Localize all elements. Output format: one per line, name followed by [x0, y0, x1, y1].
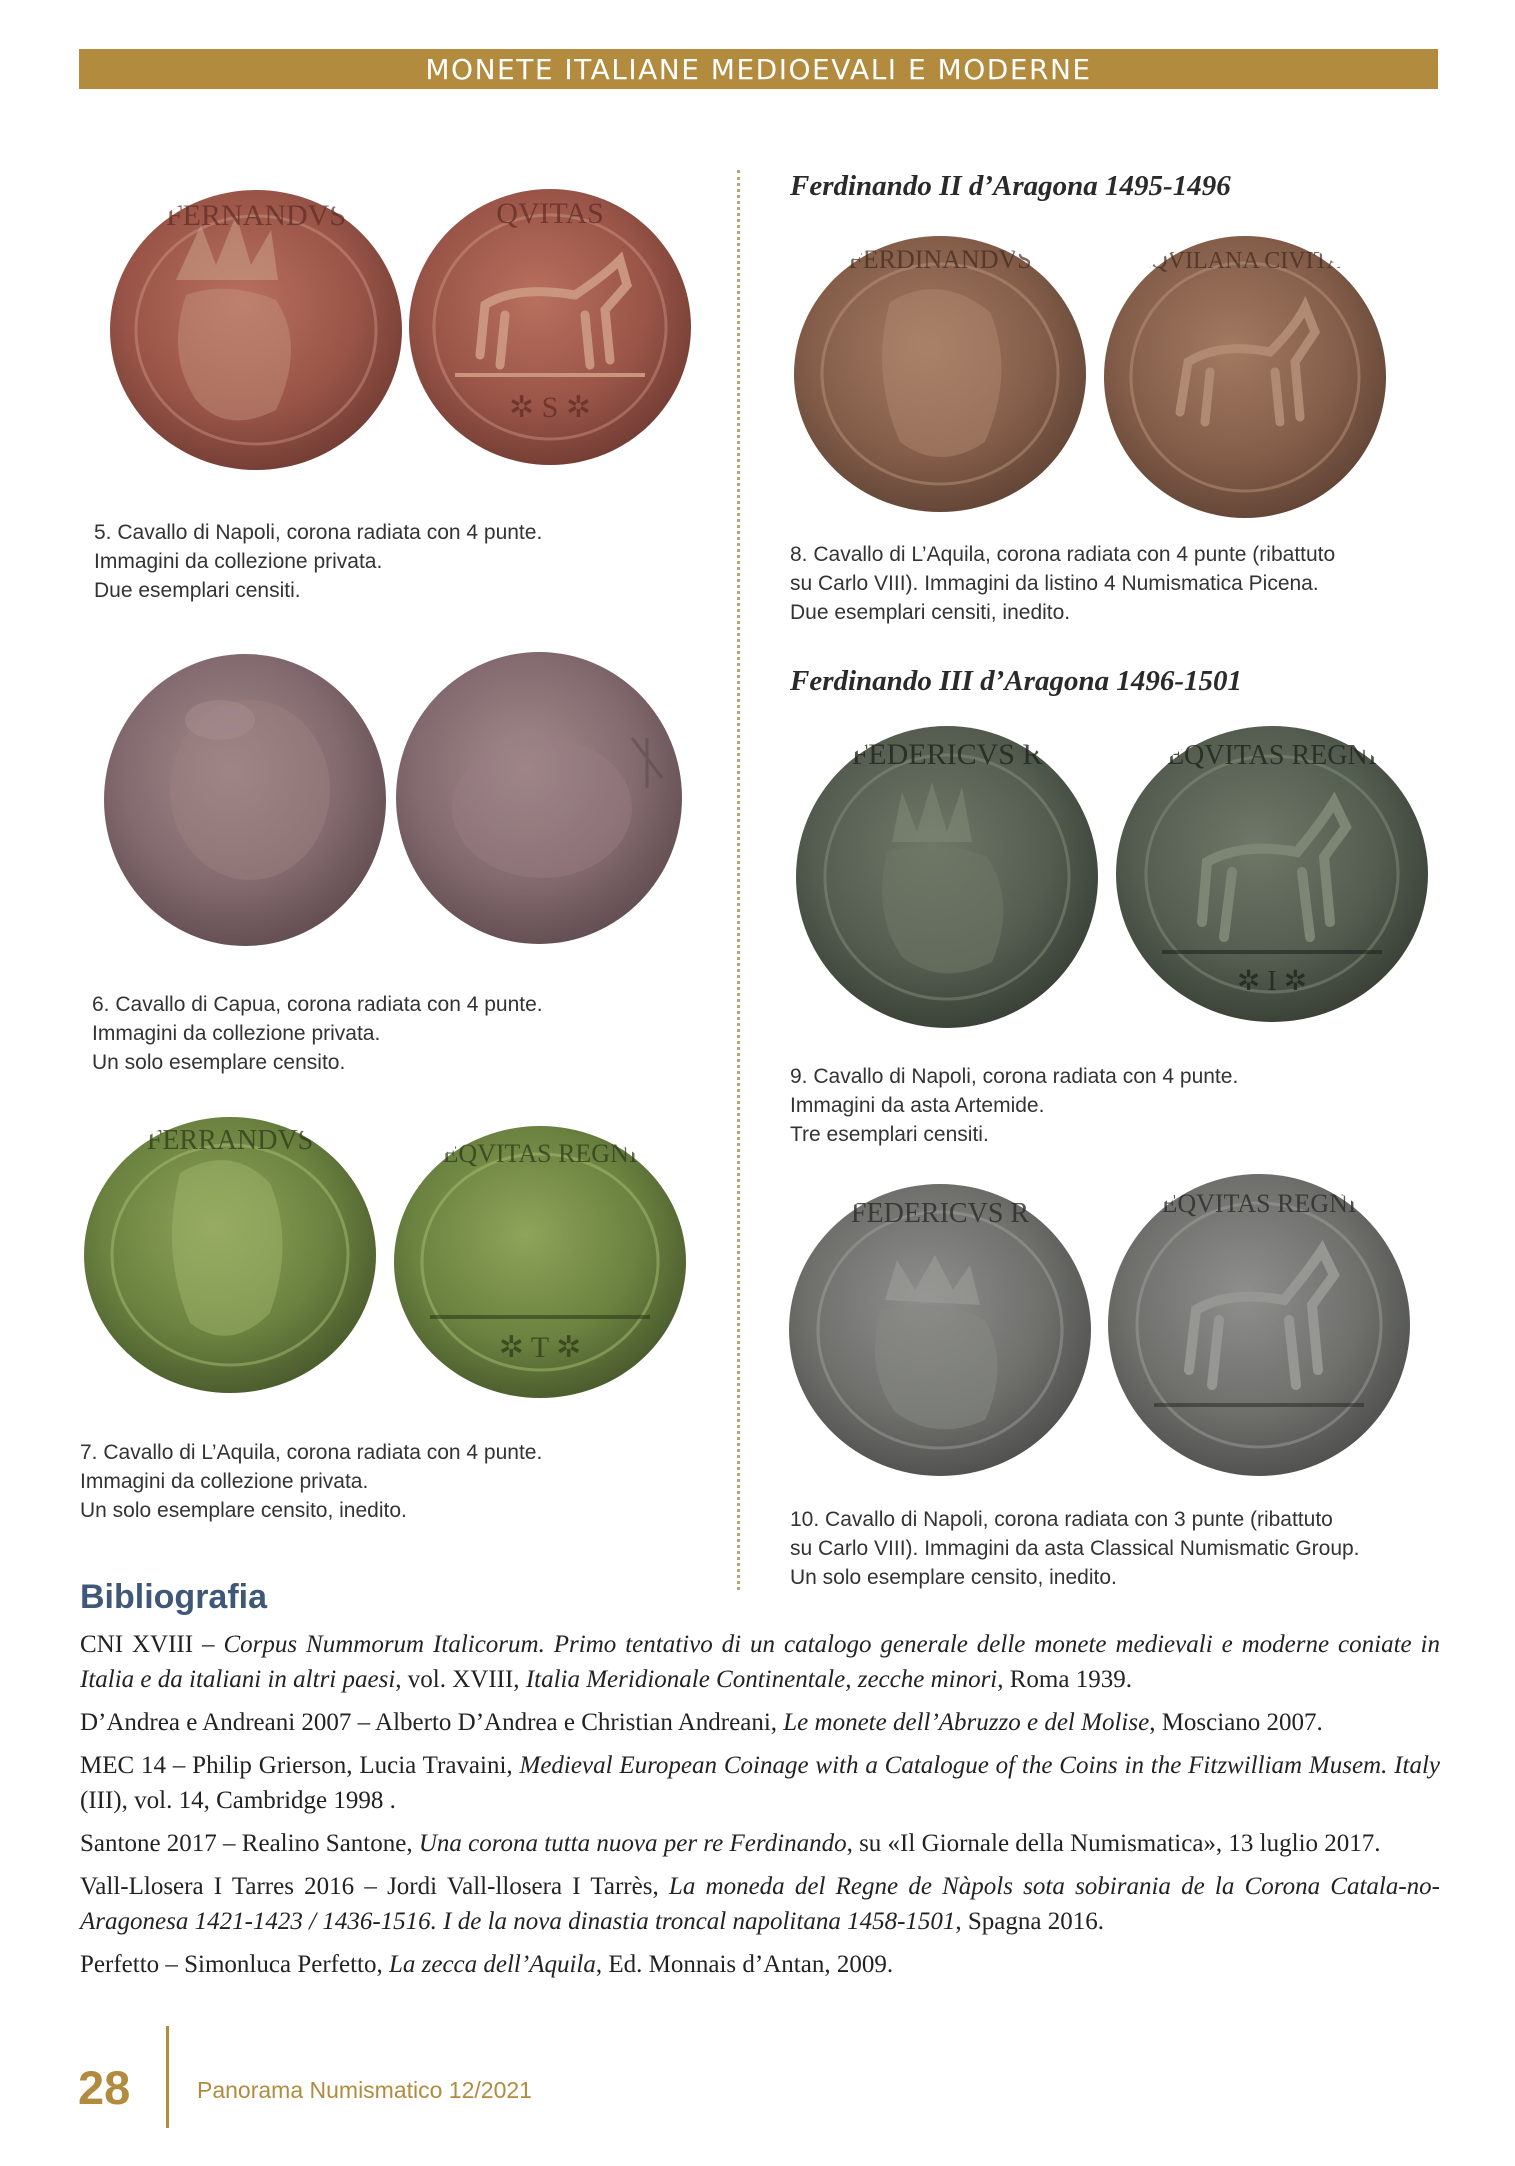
caption-line: su Carlo VIII). Immagini da asta Classical Numismatic Group.: [790, 1537, 1360, 1560]
footer-divider: [166, 2026, 169, 2128]
entry-text: Perfetto – Simonluca Perfetto,: [80, 1951, 389, 1978]
entry-title: Medieval European Coinage with a Catalogue of the Coins in the Fitzwilliam Musem. Italy: [519, 1752, 1440, 1779]
entry-text: CNI XVIII –: [80, 1631, 224, 1658]
caption-coin-8: [790, 540, 1335, 627]
entry-title: La moneda del Regne de Nàpols sota sobirania de la Corona Catala-no-Aragonesa 1421-1423 / 1436-1516. I de la nova dinastia troncal napolitana 1458-1501: [80, 1873, 1440, 1935]
caption-line: 8. Cavallo di L’Aquila, corona radiata con 4 punte (ribattuto: [790, 543, 1336, 566]
coin-10-obverse-image: [785, 1180, 1095, 1480]
bibliography-entry: [80, 1627, 1440, 1697]
caption-line: Due esemplari censiti.: [94, 579, 301, 602]
caption-coin-10: [790, 1505, 1360, 1592]
entry-title: La zecca dell’Aquila: [388, 1951, 596, 1978]
caption-line: Immagini da collezione privata.: [80, 1470, 369, 1493]
page-number: 28: [78, 2061, 131, 2114]
publication-name: Panorama Numismatico 12/2021: [197, 2077, 532, 2103]
caption-line: 6. Cavallo di Capua, corona radiata con 4 punte.: [92, 993, 543, 1016]
caption-coin-6: [92, 990, 543, 1077]
coin-7-reverse-legend: EQVITAS REGNI: [442, 1139, 638, 1168]
coin-6-reverse-image: [392, 648, 687, 948]
coin-6-obverse-image: [100, 650, 390, 950]
coin-10-obverse-legend: FEDERICVS R: [850, 1198, 1030, 1229]
caption-line: 7. Cavallo di L’Aquila, corona radiata con 4 punte.: [80, 1441, 543, 1464]
coin-8-obverse-legend: FERDINANDVS: [848, 245, 1032, 274]
caption-line: Immagini da collezione privata.: [92, 1022, 381, 1045]
caption-line: 5. Cavallo di Napoli, corona radiata con 4 punte.: [94, 521, 543, 544]
entry-title: Corpus Nummorum Italicorum. Primo tentativo di un catalogo generale delle monete medievali e moderne coniate in Italia e da italiani in altri paesi: [80, 1631, 1441, 1693]
coin-5-obverse-legend: FERNANDVS: [165, 199, 347, 232]
coin-5-obverse-image: [106, 185, 406, 475]
entry-text: Vall-Llosera I Tarres 2016 – Jordi Vall-llosera I Tarrès,: [80, 1873, 669, 1900]
caption-line: su Carlo VIII). Immagini da listino 4 Numismatica Picena.: [790, 572, 1319, 595]
coin-10-reverse-image: [1104, 1170, 1414, 1480]
entry-text: , Roma 1939.: [997, 1666, 1132, 1693]
coin-5-reverse-legend: QVITAS: [496, 197, 604, 230]
entry-text: (III), vol. 14, Cambridge 1998 .: [80, 1787, 396, 1814]
entry-text: , Spagna 2016.: [955, 1908, 1105, 1935]
bibliography-entry: [80, 1826, 1440, 1861]
section-heading-ferdinando-iii: Ferdinando III d’Aragona 1496-1501: [790, 665, 1242, 697]
section-heading-ferdinando-ii: Ferdinando II d’Aragona 1495-1496: [790, 170, 1231, 202]
bibliography-entry: [80, 1705, 1440, 1740]
coin-9-reverse-image: [1112, 722, 1432, 1027]
caption-coin-9: [790, 1062, 1238, 1149]
entry-text: Santone 2017 – Realino Santone,: [80, 1830, 419, 1857]
header-band: [79, 49, 1438, 89]
entry-text: D’Andrea e Andreani 2007 – Alberto D’Andrea e Christian Andreani,: [80, 1709, 784, 1736]
coin-5-exergue: ✲ S ✲: [509, 391, 591, 424]
entry-title: Una corona tutta nuova per re Ferdinando: [418, 1830, 847, 1857]
coin-8-reverse-legend: AQVILANA CIVITAS: [1132, 248, 1358, 274]
caption-line: 9. Cavallo di Napoli, corona radiata con 4 punte.: [790, 1065, 1239, 1088]
caption-coin-7: [80, 1438, 542, 1525]
page-section-title: MONETE ITALIANE MEDIOEVALI E MODERNE: [425, 53, 1092, 86]
caption-line: Un solo esemplare censito.: [92, 1051, 346, 1074]
coin-10-reverse-legend: EQVITAS REGNI: [1161, 1189, 1357, 1218]
entry-text: , vol. XVIII,: [395, 1666, 526, 1693]
entry-text: , su «Il Giornale della Numismatica», 13 luglio 2017.: [846, 1830, 1381, 1857]
coin-8-reverse-image: [1100, 232, 1390, 522]
bibliography-list: [80, 1627, 1440, 1990]
caption-line: Immagini da asta Artemide.: [790, 1094, 1045, 1117]
coin-7-exergue: ✲ T ✲: [498, 1331, 582, 1364]
entry-title: Italia Meridionale Continentale, zecche minori: [525, 1666, 998, 1693]
entry-title: Le monete dell’Abruzzo e del Molise: [783, 1709, 1150, 1736]
entry-text: MEC 14 – Philip Grierson, Lucia Travaini,: [80, 1752, 520, 1779]
coin-7-obverse-image: [80, 1113, 380, 1398]
entry-text: , Ed. Monnais d’Antan, 2009.: [595, 1951, 894, 1978]
coin-7-reverse-image: [390, 1122, 690, 1402]
caption-line: Un solo esemplare censito, inedito.: [80, 1499, 407, 1522]
coin-9-exergue: ✲ I ✲: [1236, 966, 1308, 997]
caption-line: Immagini da collezione privata.: [94, 550, 383, 573]
bibliography-entry: [80, 1869, 1440, 1939]
caption-coin-5: [94, 518, 542, 605]
bibliography-entry: [80, 1748, 1440, 1818]
column-divider: [737, 170, 740, 1590]
caption-line: Tre esemplari censiti.: [790, 1123, 989, 1146]
caption-line: Due esemplari censiti, inedito.: [790, 601, 1071, 624]
bibliography-heading: Bibliografia: [80, 1578, 268, 1616]
caption-line: 10. Cavallo di Napoli, corona radiata con 3 punte (ribattuto: [790, 1508, 1333, 1531]
coin-5-reverse-image: [405, 185, 695, 470]
coin-9-obverse-image: [792, 722, 1102, 1032]
coin-9-obverse-legend: FEDERICVS R: [851, 738, 1043, 771]
coin-7-obverse-legend: FERRANDVS: [146, 1125, 314, 1156]
coin-9-reverse-legend: EQVITAS REGNI: [1166, 740, 1378, 771]
coin-8-obverse-image: [790, 232, 1090, 517]
caption-line: Un solo esemplare censito, inedito.: [790, 1566, 1117, 1589]
bibliography-entry: [80, 1947, 1440, 1982]
entry-text: , Mosciano 2007.: [1149, 1709, 1323, 1736]
